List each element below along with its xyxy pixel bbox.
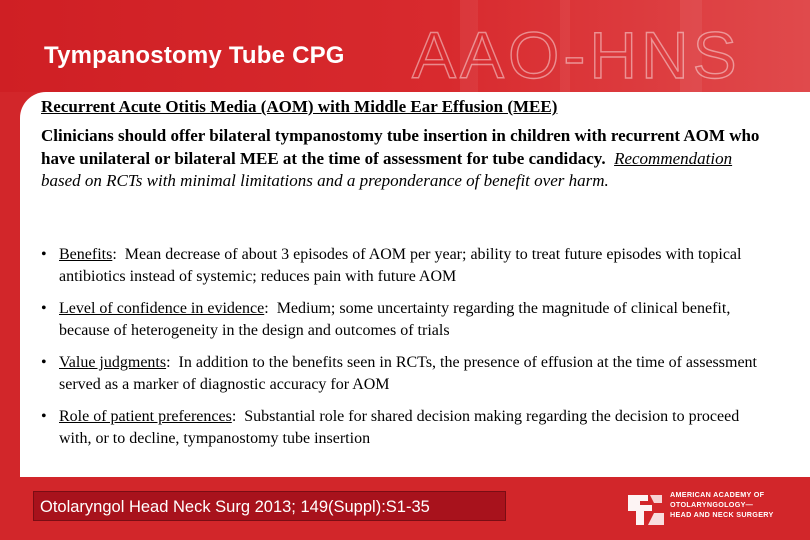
bullet-term: Value judgments xyxy=(59,354,167,371)
citation-box: Otolaryngol Head Neck Surg 2013; 149(Suppl):S1-35 xyxy=(33,491,506,521)
footer-band xyxy=(0,477,810,540)
statement-text: Clinicians should offer bilateral tympanostomy tube insertion in children with recurrent AOM who have unilateral or bilateral MEE at the time of assessment for tube candidacy. xyxy=(41,126,760,168)
list-item: • Role of patient preferences: Substantial role for shared decision making regarding the decision to proceed with, or to decline, tympanostomy tube insertion xyxy=(41,408,740,447)
slide-title: Tympanostomy Tube CPG xyxy=(44,42,345,69)
logo-line: HEAD AND NECK SURGERY xyxy=(670,510,774,519)
list-item: • Benefits: Mean decrease of about 3 episodes of AOM per year; ability to treat future episodes with topical antibiotics instead of systemic; reduces pain with future AOM xyxy=(41,246,742,285)
section-heading: Recurrent Acute Otitis Media (AOM) with Middle Ear Effusion (MEE) xyxy=(41,97,558,116)
bullet-icon: • xyxy=(41,246,47,263)
bullet-icon: • xyxy=(41,354,47,371)
bullet-icon: • xyxy=(41,300,47,317)
bullet-list xyxy=(41,244,771,460)
academy-name xyxy=(670,490,810,520)
list-item: • Level of confidence in evidence: Medium; some uncertainty regarding the magnitude of clinical benefit, because of heterogeneity in the design and outcomes of trials xyxy=(41,300,731,339)
logo-line: OTOLARYNGOLOGY— xyxy=(670,500,754,509)
recommendation-statement xyxy=(41,125,771,193)
bullet-term: Level of confidence in evidence xyxy=(59,300,265,317)
bullet-text: Mean decrease of about 3 episodes of AOM per year; ability to treat future episodes with topical antibiotics instead of systemic; reduces pain with future AOM xyxy=(59,246,742,285)
statement-rationale: based on RCTs with minimal limitations and a preponderance of benefit over harm. xyxy=(41,171,609,190)
logo-line: AMERICAN ACADEMY OF xyxy=(670,490,765,499)
bullet-text: In addition to the benefits seen in RCTs, the presence of effusion at the time of assessment served as a marker of diagnostic accuracy for AOM xyxy=(59,354,757,393)
bullet-text: Medium; some uncertainty regarding the magnitude of clinical benefit, because of heterogeneity in the design and outcomes of trials xyxy=(59,300,731,339)
content-panel xyxy=(20,92,810,477)
bullet-text: Substantial role for shared decision making regarding the decision to proceed with, or to decline, tympanostomy tube insertion xyxy=(59,408,740,447)
academy-emblem-icon xyxy=(626,491,666,529)
bullet-term: Role of patient preferences xyxy=(59,408,232,425)
bullet-icon: • xyxy=(41,408,47,425)
list-item: • Value judgments: In addition to the benefits seen in RCTs, the presence of effusion at the time of assessment served as a marker of diagnostic accuracy for AOM xyxy=(41,354,757,393)
academy-logo xyxy=(626,489,810,531)
bullet-term: Benefits xyxy=(59,246,113,263)
org-watermark: AAO-HNS xyxy=(412,18,741,92)
recommendation-strength: Recommendation xyxy=(614,148,733,168)
